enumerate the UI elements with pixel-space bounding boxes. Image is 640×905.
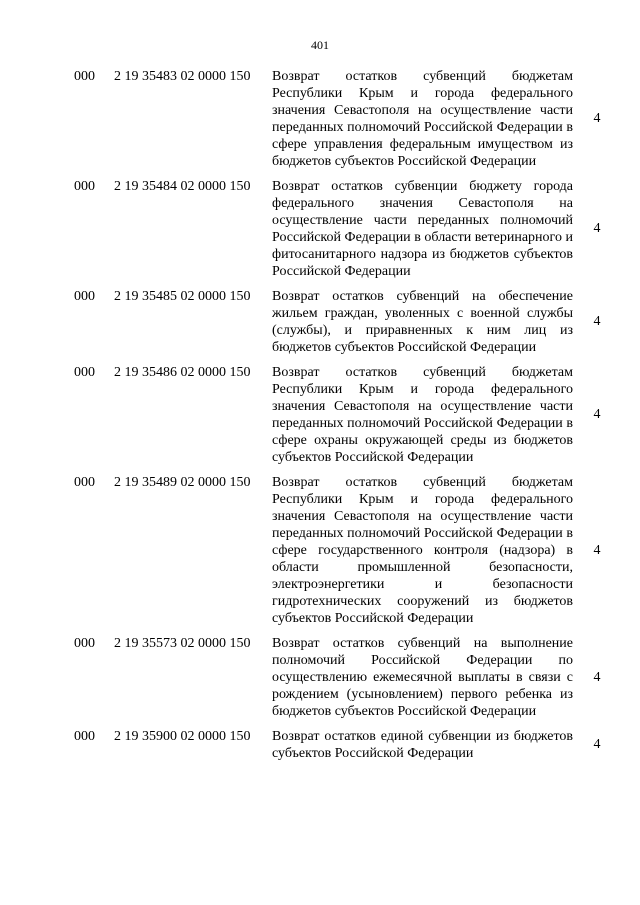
income-description: Возврат остатков единой субвенции из бюджетов субъектов Российской Федерации [272, 729, 573, 761]
budget-level: 4 [593, 314, 601, 329]
table-row [0, 631, 640, 724]
income-description: Возврат остатков субвенций бюджетам Республики Крым и города федерального значения Севастополя на осуществление части переданных полномочий Российской Федерации в сфере государственного контроля (надзора) в области промышленной безопасности, электроэнергетики и безопасности гидротехнических сооружений из бюджетов субъектов Российской Федерации [272, 475, 573, 626]
table-row [0, 360, 640, 470]
table-row [0, 724, 640, 766]
budget-classification-code: 2 19 35486 02 0000 150 [114, 365, 251, 380]
administrator-code: 000 [74, 179, 95, 194]
budget-classification-code: 2 19 35485 02 0000 150 [114, 289, 251, 304]
income-description: Возврат остатков субвенции бюджету города федерального значения Севастополя на осуществление части переданных полномочий Российской Федерации в области ветеринарного и фитосанитарного надзора из бюджетов субъектов Российской Федерации [272, 179, 573, 279]
table-row [0, 470, 640, 631]
budget-classification-code: 2 19 35573 02 0000 150 [114, 636, 251, 651]
table-row [0, 284, 640, 360]
budget-classification-code: 2 19 35900 02 0000 150 [114, 729, 251, 744]
budget-classification-code: 2 19 35489 02 0000 150 [114, 475, 251, 490]
budget-level: 4 [593, 737, 601, 752]
budget-code-table [0, 64, 640, 766]
administrator-code: 000 [74, 475, 95, 490]
income-description: Возврат остатков субвенций бюджетам Республики Крым и города федерального значения Севастополя на осуществление части переданных полномочий Российской Федерации в сфере охраны окружающей среды из бюджетов субъектов Российской Федерации [272, 365, 573, 465]
budget-classification-code: 2 19 35483 02 0000 150 [114, 69, 251, 84]
budget-level: 4 [593, 407, 601, 422]
income-description: Возврат остатков субвенций бюджетам Республики Крым и города федерального значения Севастополя на осуществление части переданных полномочий Российской Федерации в сфере управления федеральным имуществом из бюджетов субъектов Российской Федерации [272, 69, 573, 169]
income-description: Возврат остатков субвенций на обеспечение жильем граждан, уволенных с военной службы (службы), и приравненных к ним лиц из бюджетов субъектов Российской Федерации [272, 289, 573, 355]
budget-level: 4 [593, 221, 601, 236]
administrator-code: 000 [74, 729, 95, 744]
budget-level: 4 [593, 669, 601, 685]
table-row [0, 64, 640, 174]
budget-level: 4 [593, 111, 601, 126]
table-row [0, 174, 640, 284]
income-description: Возврат остатков субвенций на выполнение полномочий Российской Федерации по осуществлению ежемесячной выплаты в связи с рождением (усыновлением) первого ребенка из бюджетов субъектов Российской Федерации [272, 636, 573, 719]
budget-level: 4 [593, 542, 601, 558]
administrator-code: 000 [74, 636, 95, 651]
page-number: 401 [311, 38, 329, 52]
administrator-code: 000 [74, 365, 95, 380]
administrator-code: 000 [74, 289, 95, 304]
administrator-code: 000 [74, 69, 95, 84]
budget-classification-code: 2 19 35484 02 0000 150 [114, 179, 251, 194]
